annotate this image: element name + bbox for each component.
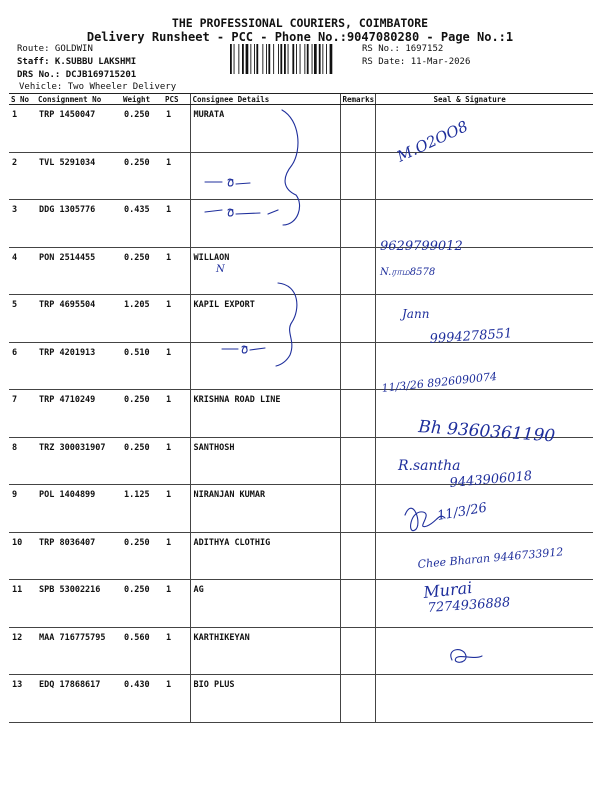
row-sno: 9: [9, 485, 36, 533]
row-sno: 5: [9, 295, 36, 343]
row-consignment-no: TRP 4201913: [36, 342, 121, 390]
row-consignment-no: POL 1404899: [36, 485, 121, 533]
handwritten-text: N: [216, 264, 225, 275]
handwritten-text: Bh 9360361190: [417, 417, 556, 447]
barcode-bar: [278, 44, 279, 74]
barcode-bar: [296, 44, 297, 74]
row-remarks: [340, 627, 375, 675]
row-consignee: KARTHIKEYAN: [190, 627, 340, 675]
col-consignee: Consignee Details: [190, 94, 340, 105]
row-pcs: 1: [163, 485, 190, 533]
barcode-bar: [288, 44, 289, 74]
row-pcs: 1: [163, 580, 190, 628]
barcode-bar: [266, 44, 267, 74]
row-remarks: [340, 295, 375, 343]
row-sno: 13: [9, 675, 36, 723]
table-row: [9, 295, 593, 343]
drs-number: DRS No.: DCJB169715201: [17, 70, 137, 80]
row-weight: 0.250: [121, 247, 163, 295]
table-row: [9, 532, 593, 580]
table-row: [9, 105, 593, 153]
handwritten-text: M.O2OO8: [394, 117, 471, 166]
table-row: [9, 627, 593, 675]
barcode-bar: [254, 44, 255, 74]
row-remarks: [340, 200, 375, 248]
row-sno: 10: [9, 532, 36, 580]
barcode-bar: [250, 44, 251, 74]
barcode-bar: [234, 44, 235, 74]
row-pcs: 1: [163, 105, 190, 153]
row-signature: [375, 105, 593, 153]
row-sno: 1: [9, 105, 36, 153]
barcode-bar: [300, 44, 301, 74]
barcode-bar: [292, 44, 294, 74]
row-remarks: [340, 152, 375, 200]
handwritten-text: Chee Bharan 9446733912: [417, 545, 564, 571]
table-row: [9, 247, 593, 295]
row-pcs: 1: [163, 390, 190, 438]
handwritten-text: 9994278551: [429, 326, 513, 347]
table-row: [9, 390, 593, 438]
row-sno: 8: [9, 437, 36, 485]
row-sno: 4: [9, 247, 36, 295]
document-subtitle: Delivery Runsheet - PCC - Phone No.:9047080280 - Page No.:1: [86, 30, 514, 44]
barcode-bar: [312, 44, 313, 74]
row-weight: 0.250: [121, 152, 163, 200]
row-pcs: 1: [163, 247, 190, 295]
row-weight: 0.250: [121, 105, 163, 153]
vehicle-label: Vehicle: Two Wheeler Delivery: [19, 82, 177, 92]
table-row: [9, 580, 593, 628]
col-signature: Seal & Signature: [375, 94, 593, 105]
row-weight: 0.250: [121, 580, 163, 628]
handwritten-text: 11/3/26: [436, 500, 489, 524]
handwritten-text: 7274936888: [427, 595, 511, 616]
barcode-bar: [230, 44, 232, 74]
barcode-bar: [246, 44, 249, 74]
col-remarks: Remarks: [340, 94, 375, 105]
row-sno: 6: [9, 342, 36, 390]
row-consignee: WILLAON: [190, 247, 340, 295]
row-pcs: 1: [163, 627, 190, 675]
row-consignee: BIO PLUS: [190, 675, 340, 723]
row-weight: 0.250: [121, 390, 163, 438]
row-signature: [375, 437, 593, 485]
table-row: [9, 152, 593, 200]
row-sno: 3: [9, 200, 36, 248]
row-consignee: [190, 200, 340, 248]
handwritten-text: 9443906018: [449, 468, 533, 491]
row-pcs: 1: [163, 342, 190, 390]
col-weight: Weight: [121, 94, 163, 105]
row-sno: 12: [9, 627, 36, 675]
row-weight: 0.250: [121, 532, 163, 580]
row-consignee: NIRANJAN KUMAR: [190, 485, 340, 533]
row-consignment-no: TVL 5291034: [36, 152, 121, 200]
row-weight: 0.510: [121, 342, 163, 390]
row-consignee: AG: [190, 580, 340, 628]
row-pcs: 1: [163, 532, 190, 580]
row-consignment-no: SPB 53002216: [36, 580, 121, 628]
handwritten-text: Jann: [402, 307, 430, 321]
table-row: [9, 437, 593, 485]
row-consignee: KRISHNA ROAD LINE: [190, 390, 340, 438]
row-remarks: [340, 390, 375, 438]
row-signature: [375, 675, 593, 723]
row-consignment-no: TRP 4695504: [36, 295, 121, 343]
row-signature: [375, 577, 593, 628]
row-signature: [375, 152, 593, 200]
row-weight: 0.430: [121, 675, 163, 723]
barcode-bar: [268, 44, 270, 74]
row-sno: 7: [9, 390, 36, 438]
row-consignment-no: DDG 1305776: [36, 200, 121, 248]
staff-label: Staff: K.SUBBU LAKSHMI: [17, 57, 137, 67]
document-title: THE PROFESSIONAL COURIERS, COIMBATORE: [171, 16, 429, 30]
row-signature: [375, 627, 593, 675]
col-consignment: Consignment No: [36, 94, 121, 105]
row-remarks: [340, 580, 375, 628]
row-remarks: [340, 532, 375, 580]
row-consignee: SANTHOSH: [190, 437, 340, 485]
row-consignment-no: MAA 716775795: [36, 627, 121, 675]
barcode-bar: [326, 44, 327, 74]
row-signature: [375, 532, 593, 580]
row-weight: 1.205: [121, 295, 163, 343]
barcode-bar: [314, 44, 317, 74]
barcode-bar: [284, 44, 286, 74]
barcode-bar: [304, 44, 305, 74]
barcode-bar: [242, 44, 244, 74]
row-remarks: [340, 247, 375, 295]
row-remarks: [340, 437, 375, 485]
table-row: [9, 675, 593, 723]
barcode-bar: [273, 44, 274, 74]
row-pcs: 1: [163, 675, 190, 723]
row-consignee: KAPIL EXPORT: [190, 295, 340, 343]
row-weight: 0.435: [121, 200, 163, 248]
table-row: [9, 485, 593, 533]
row-consignment-no: TRP 8036407: [36, 532, 121, 580]
row-pcs: 1: [163, 437, 190, 485]
row-signature: [375, 247, 593, 295]
barcode-bar: [280, 44, 282, 74]
handwritten-text: R.santha: [398, 458, 461, 474]
handwritten-text: Murai: [422, 577, 474, 602]
row-signature: [375, 295, 593, 343]
row-consignment-no: EDQ 17868617: [36, 675, 121, 723]
row-consignee: MURATA: [190, 105, 340, 153]
row-consignment-no: TRP 4710249: [36, 390, 121, 438]
row-sno: 11: [9, 580, 36, 628]
row-consignee: [190, 342, 340, 390]
route-label: Route: GOLDWIN: [17, 44, 93, 54]
table-header-row: [9, 94, 593, 105]
row-sno: 2: [9, 152, 36, 200]
row-weight: 0.560: [121, 627, 163, 675]
row-consignee: [190, 152, 340, 200]
row-consignment-no: PON 2514455: [36, 247, 121, 295]
handwritten-text: 9629799012: [380, 239, 463, 254]
row-signature: [375, 390, 593, 438]
runsheet-table: [9, 93, 593, 723]
barcode-bar: [319, 44, 321, 74]
row-remarks: [340, 485, 375, 533]
col-pcs: PCS: [163, 94, 190, 105]
row-signature: [375, 200, 593, 248]
row-remarks: [340, 105, 375, 153]
barcode-bar: [256, 44, 258, 74]
barcode-bar: [322, 44, 323, 74]
handwritten-text: N.ராம8578: [380, 267, 436, 278]
rs-date: RS Date: 11-Mar-2026: [362, 57, 471, 67]
row-remarks: [340, 675, 375, 723]
col-sno: S No: [9, 94, 36, 105]
barcode-bar: [262, 44, 263, 74]
row-consignment-no: TRZ 300031907: [36, 437, 121, 485]
row-remarks: [340, 342, 375, 390]
table-row: [9, 200, 593, 248]
row-pcs: 1: [163, 200, 190, 248]
barcode-icon: [230, 44, 360, 74]
row-consignment-no: TRP 1450047: [36, 105, 121, 153]
row-consignee: ADITHYA CLOTHIG: [190, 532, 340, 580]
row-signature: [375, 342, 593, 390]
table-row: [9, 342, 593, 390]
row-signature: [375, 485, 593, 533]
handwritten-text: 11/3/26 8926090074: [380, 369, 498, 395]
barcode-bar: [307, 44, 309, 74]
row-pcs: 1: [163, 295, 190, 343]
barcode-bar: [330, 44, 333, 74]
row-pcs: 1: [163, 152, 190, 200]
row-weight: 0.250: [121, 437, 163, 485]
rs-number: RS No.: 1697152: [362, 44, 444, 54]
barcode-bar: [238, 44, 239, 74]
row-weight: 1.125: [121, 485, 163, 533]
